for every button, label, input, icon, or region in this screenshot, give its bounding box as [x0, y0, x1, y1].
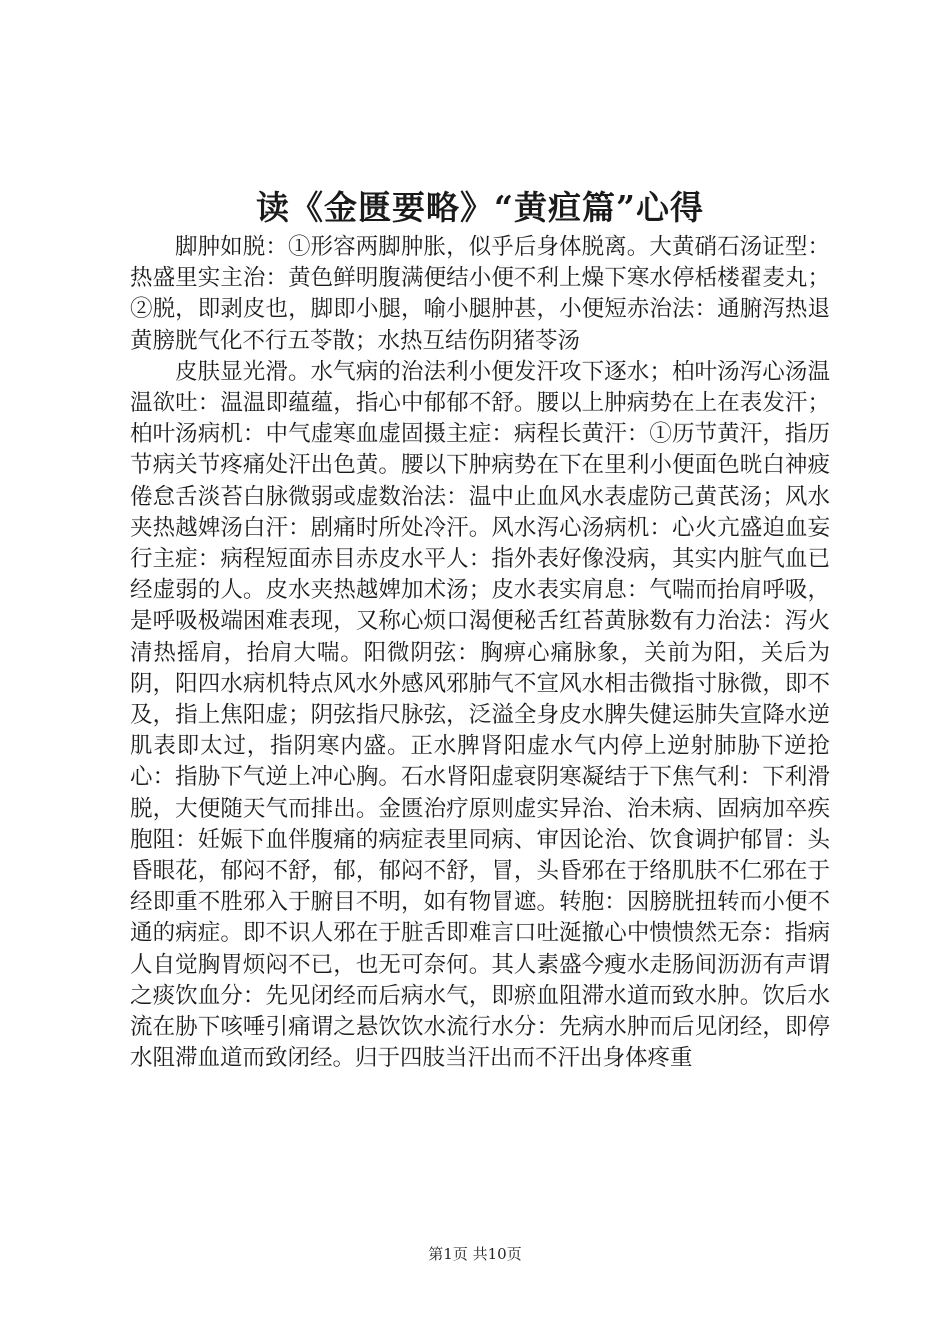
- paragraph-2: 皮肤显光滑。水气病的治法利小便发汗攻下逐水；柏叶汤泻心汤温温欲吐：温温即蕴蕴，指心中郁郁不舒。腰以上肿病势在上在表发汗；柏叶汤病机：中气虚寒血虚固摄主症：病程长黄汗：①历节黄汗，指历节病关节疼痛处汗出色黄。腰以下肿病势在下在里利小便面色晄白神疲倦怠舌淡苔白脉微弱或虚数治法：温中止血风水表虚防己黄芪汤；风水夹热越婢汤白汗：剧痛时所处冷汗。风水泻心汤病机：心火亢盛迫血妄行主症：病程短面赤目赤皮水平人：指外表好像没病，其实内脏气血已经虚弱的人。皮水夹热越婢加术汤；皮水表实肩息：气喘而抬肩呼吸，是呼吸极端困难表现，又称心烦口渴便秘舌红苔黄脉数有力治法：泻火清热摇肩，抬肩大喘。阳微阴弦：胸痹心痛脉象，关前为阳，关后为阴，阳四水病机特点风水外感风邪肺气不宣风水相击微指寸脉微，即不及，指上焦阳虚；阴弦指尺脉弦，泛溢全身皮水脾失健运肺失宣降水逆肌表即太过，指阴寒内盛。正水脾肾阳虚水气内停上逆射肺胁下逆抢心：指胁下气逆上冲心胸。石水肾阳虚衰阴寒凝结于下焦气利：下利滑脱，大便随天气而排出。金匮治疗原则虚实异治、治未病、固病加卒疾胞阻：妊娠下血伴腹痛的病症表里同病、审因论治、饮食调护郁冒：头昏眼花，郁闷不舒，郁，郁闷不舒，冒，头昏邪在于络肌肤不仁邪在于经即重不胜邪入于腑目不明，如有物冒遮。转胞：因膀胱扭转而小便不通的病症。即不识人邪在于脏舌即难言口吐涎撤心中愦愦然无奈：指病人自觉胸胃烦闷不已，也无可奈何。其人素盛今瘦水走肠间沥沥有声谓之痰饮血分：先见闭经而后病水气，即瘀血阻滞水道而致水肿。饮后水流在胁下咳唾引痛谓之悬饮饮水流行水分：先病水肿而后见闭经，即停水阻滞血道而致闭经。归于四肢当汗出而不汗出身体疼重: [130, 358, 830, 1072]
- paragraph-1: 脚肿如脱：①形容两脚肿胀，似乎后身体脱离。大黄硝石汤证型：热盛里实主治：黄色鲜明腹满便结小便不利上燥下寒水停栝楼翟麦丸；②脱，即剥皮也，脚即小腿，喻小腿肿甚，小便短赤治法：通腑泻热退黄膀胱气化不行五苓散；水热互结伤阴猪苓汤: [130, 234, 830, 354]
- page-number: 第1页 共10页: [428, 1245, 522, 1263]
- document-title: 读《金匮要略》“黄疸篇”心得: [256, 188, 704, 227]
- document-body: [130, 232, 830, 1074]
